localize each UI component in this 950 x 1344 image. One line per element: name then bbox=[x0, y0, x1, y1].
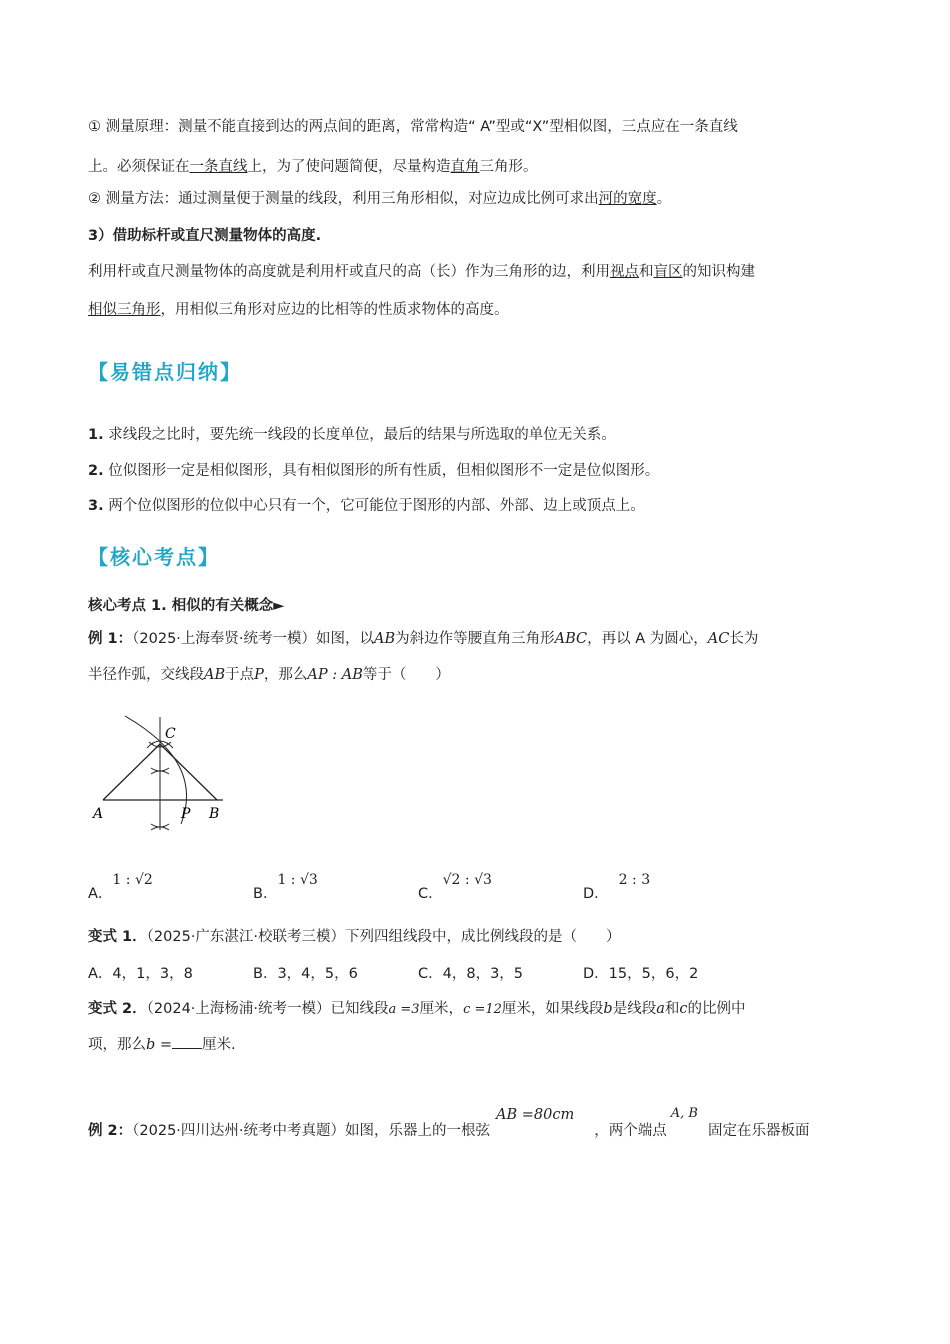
example-1-line-2: 半径作弧，交线段AB于点P，那么AP : AB等于（ ） bbox=[88, 667, 450, 683]
variation-2-line-1: 变式 2．（2024·上海杨浦·统考一模）已知线段a =3厘米，c =12厘米，如果线段b是线段a和c的比例中 bbox=[88, 1001, 746, 1017]
var1-option-c[interactable]: C．4，8，3，5 bbox=[418, 966, 524, 982]
errors-heading: 【易错点归纳】 bbox=[88, 360, 242, 384]
example-1-line-1: 例 1：（2025·上海奉贤·统考一模）如图，以AB为斜边作等腰直角三角形ABC，再以 A 为圆心，AC长为 bbox=[88, 631, 759, 647]
section3-line-2: 相似三角形，用相似三角形对应边的比相等的性质求物体的高度。 bbox=[88, 302, 509, 318]
ex1-option-d[interactable]: D．2 : 3 bbox=[583, 872, 651, 902]
label-a: A bbox=[93, 806, 104, 822]
error-item-1: 1. 求线段之比时，要先统一线段的长度单位，最后的结果与所选取的单位无关系。 bbox=[88, 427, 616, 443]
error-item-3: 3. 两个位似图形的位似中心只有一个，它可能位于图形的内部、外部、边上或顶点上。 bbox=[88, 498, 645, 514]
triangle-construction-figure bbox=[85, 712, 235, 837]
answer-blank[interactable] bbox=[172, 1034, 202, 1049]
ex1-option-a[interactable]: A．1 : √2 bbox=[88, 872, 153, 902]
principle-line-2: 上。必须保证在一条直线上，为了使问题简便，尽量构造直角三角形。 bbox=[88, 159, 538, 175]
var1-option-d[interactable]: D．15，5，6，2 bbox=[583, 966, 699, 982]
label-b: B bbox=[209, 806, 220, 822]
error-item-2: 2. 位似图形一定是相似图形，具有相似图形的所有性质，但相似图形不一定是位似图形。 bbox=[88, 463, 660, 479]
core-heading: 【核心考点】 bbox=[88, 545, 220, 569]
variation-1-question: 变式 1．（2025·广东湛江·校联考三模）下列四组线段中，成比例线段的是（ ） bbox=[88, 929, 621, 945]
section3-line-1: 利用杆或直尺测量物体的高度就是利用杆或直尺的高（长）作为三角形的边，利用视点和盲区的知识构建 bbox=[88, 264, 755, 280]
variation-2-line-2: 项，那么b = 厘米. bbox=[88, 1034, 868, 1056]
ex1-option-c[interactable]: C．√2 : √3 bbox=[418, 872, 492, 902]
ex1-option-b[interactable]: B．1 : √3 bbox=[253, 872, 318, 902]
example-2-line-1: 例 2：（2025·四川达州·统考中考真题）如图，乐器上的一根弦AB =80cm，两个端点A, B固定在乐器板面 bbox=[88, 1106, 810, 1139]
var1-option-a[interactable]: A．4，1，3，8 bbox=[88, 966, 193, 982]
label-c: C bbox=[165, 726, 176, 742]
label-p: P bbox=[181, 806, 191, 822]
method-line: ② 测量方法：通过测量便于测量的线段，利用三角形相似，对应边成比例可求出河的宽度。 bbox=[88, 191, 672, 207]
var1-option-b[interactable]: B．3，4，5，6 bbox=[253, 966, 358, 982]
segment-cb bbox=[160, 744, 217, 800]
section3-title: 3）借助标杆或直尺测量物体的高度. bbox=[88, 228, 322, 244]
core-point-1-title: 核心考点 1. 相似的有关概念► bbox=[88, 598, 285, 614]
principle-line-1: ① 测量原理：测量不能直接到达的两点间的距离，常常构造“ A”型或“X”型相似图，三点应在一条直线 bbox=[88, 119, 738, 135]
segment-ac bbox=[103, 744, 160, 800]
